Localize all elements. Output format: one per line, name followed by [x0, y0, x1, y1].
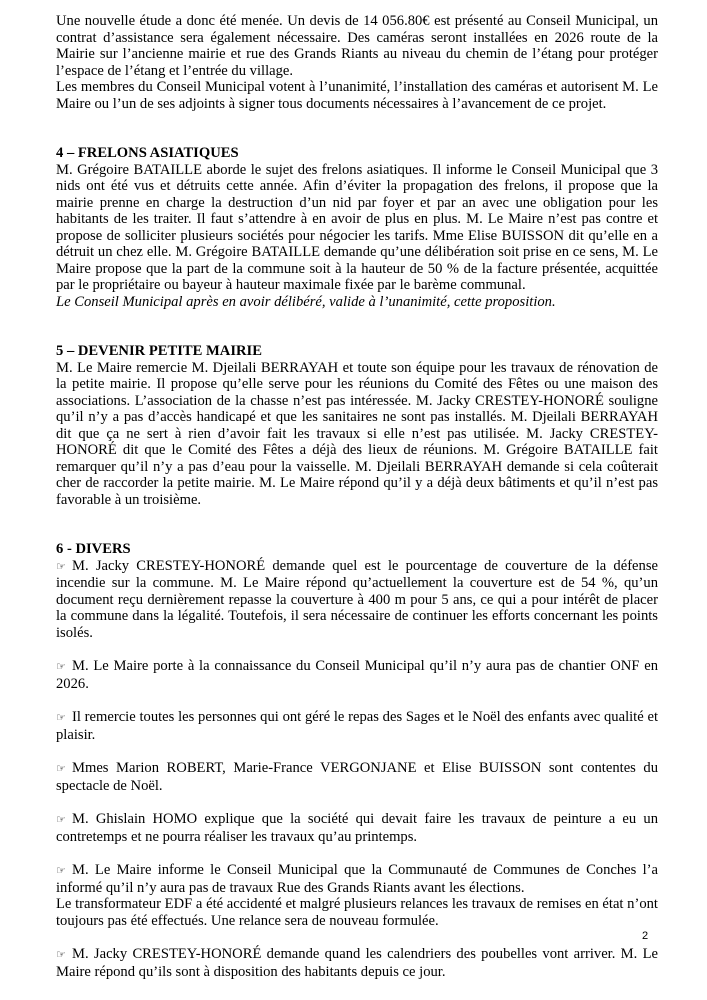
- intro-paragraph: Une nouvelle étude a donc été menée. Un devis de 14 056.80€ est présenté au Conseil Municipal, un contrat d’assistance sera également nécessaire. Des caméras seront installées en 2026 route de la Mairie sur l’ancienne mairie et rue des Grands Riants au niveau du chemin de l’étang pour protéger l’espace de l’étang et l’entrée du village.: [56, 13, 658, 79]
- section-5-body: M. Le Maire remercie M. Djeilali BERRAYAH et toute son équipe pour les travaux de rénovation de la petite mairie. Il propose qu’elle serve pour les réunions du Comité des Fêtes ou une maison des associations. L’association de la chasse n’est pas intéressée. M. Jacky CRESTEY-HONORÉ souligne qu’il n’y a pas d’accès handicapé et que les sanitaires ne sont pas installés. M. Djeilali BERRAYAH dit que ça ne sert à rien d’avoir fait les travaux si elle n’est pas utilisée. M. Jacky CRESTEY-HONORÉ dit que le Comité des Fêtes a déjà des lieux de réunions. M. Grégoire BATAILLE fait remarquer qu’il n’y a pas d’eau pour la vaisselle. M. Djeilali BERRAYAH demande si cela coûterait cher de raccorder la petite mairie. M. Le Maire répond qu’il y a déjà deux bâtiments et qu’il n’est pas favorable à un troisième.: [56, 359, 658, 508]
- divers-item: ☞ M. Ghislain HOMO explique que la société qui devait faire les travaux de peinture a eu un contretemps et ne pourra réaliser les travaux qu’au printemps.: [56, 811, 658, 845]
- section-5-title: 5 – DEVENIR PETITE MAIRIE: [56, 343, 262, 359]
- pointing-hand-icon: ☞: [56, 711, 66, 724]
- section-4-decision: Le Conseil Municipal après en avoir délibéré, valide à l’unanimité, cette proposition.: [56, 293, 556, 310]
- document-page: [56, 13, 658, 980]
- pointing-hand-icon: ☞: [56, 660, 66, 673]
- pointing-hand-icon: ☞: [56, 948, 66, 961]
- pointing-hand-icon: ☞: [56, 762, 66, 775]
- section-4-title: 4 – FRELONS ASIATIQUES: [56, 145, 239, 161]
- edf-note: Le transformateur EDF a été accidenté et malgré plusieurs relances les travaux de remises en état n’ont toujours pas été effectués. Une relance sera de nouveau formulée.: [56, 896, 658, 929]
- pointing-hand-icon: ☞: [56, 864, 66, 877]
- pointing-hand-icon: ☞: [56, 813, 66, 826]
- divers-item: ☞ M. Jacky CRESTEY-HONORÉ demande quand les calendriers des poubelles vont arriver. M. Le Maire répond qu’ils sont à disposition des habitants depuis ce jour.: [56, 946, 658, 980]
- divers-item: ☞ Il remercie toutes les personnes qui ont géré le repas des Sages et le Noël des enfants avec qualité et plaisir.: [56, 709, 658, 743]
- section-4-body: M. Grégoire BATAILLE aborde le sujet des frelons asiatiques. Il informe le Conseil Municipal que 3 nids ont été vus et détruits cette année. Afin d’éviter la propagation des frelons, il propose que la mairie prenne en charge la destruction d’un nid par foyer et par an avec une obligation pour les habitants de les traiter. Il faut s’attendre à en avoir de plus en plus. M. Le Maire n’est pas contre et propose de solliciter plusieurs sociétés pour négocier les tarifs. Mme Elise BUISSON dit qu’elle en a détruit un chez elle. M. Grégoire BATAILLE demande qu’une délibération soit prise en ce sens, M. Le Maire propose que la part de la commune soit à la hauteur de 50 % de la facture présentée, acquittée par le propriétaire ou bayeur à hauteur maximale fixée par le barème communal.: [56, 161, 658, 293]
- divers-item: ☞ M. Le Maire informe le Conseil Municipal que la Communauté de Communes de Conches l’a informé qu’il n’y aura pas de travaux Rue des Grands Riants avant les élections.: [56, 862, 658, 896]
- pointing-hand-icon: ☞: [56, 559, 66, 573]
- divers-item: ☞ M. Jacky CRESTEY-HONORÉ demande quel est le pourcentage de couverture de la défense incendie sur la commune. M. Le Maire répond qu’actuellement la couverture est de 54 %, qu’un document reçu dernièrement repasse la couverture à 400 m pour 5 ans, ce qui a pour intérêt de placer la commune dans la légalité. Toutefois, il sera nécessaire de continuer les efforts concernant les points isolés.: [56, 557, 658, 641]
- page-number: 2: [642, 930, 649, 942]
- vote-paragraph: Les membres du Conseil Municipal votent à l’unanimité, l’installation des caméras et autorisent M. Le Maire ou l’un de ses adjoints à signer tous documents nécessaires à l’avancement de ce projet.: [56, 79, 658, 112]
- divers-item: ☞ Mmes Marion ROBERT, Marie-France VERGONJANE et Elise BUISSON sont contentes du spectacle de Noël.: [56, 760, 658, 794]
- divers-item: ☞ M. Le Maire porte à la connaissance du Conseil Municipal qu’il n’y aura pas de chantier ONF en 2026.: [56, 658, 658, 692]
- section-6-title: 6 - DIVERS: [56, 541, 131, 557]
